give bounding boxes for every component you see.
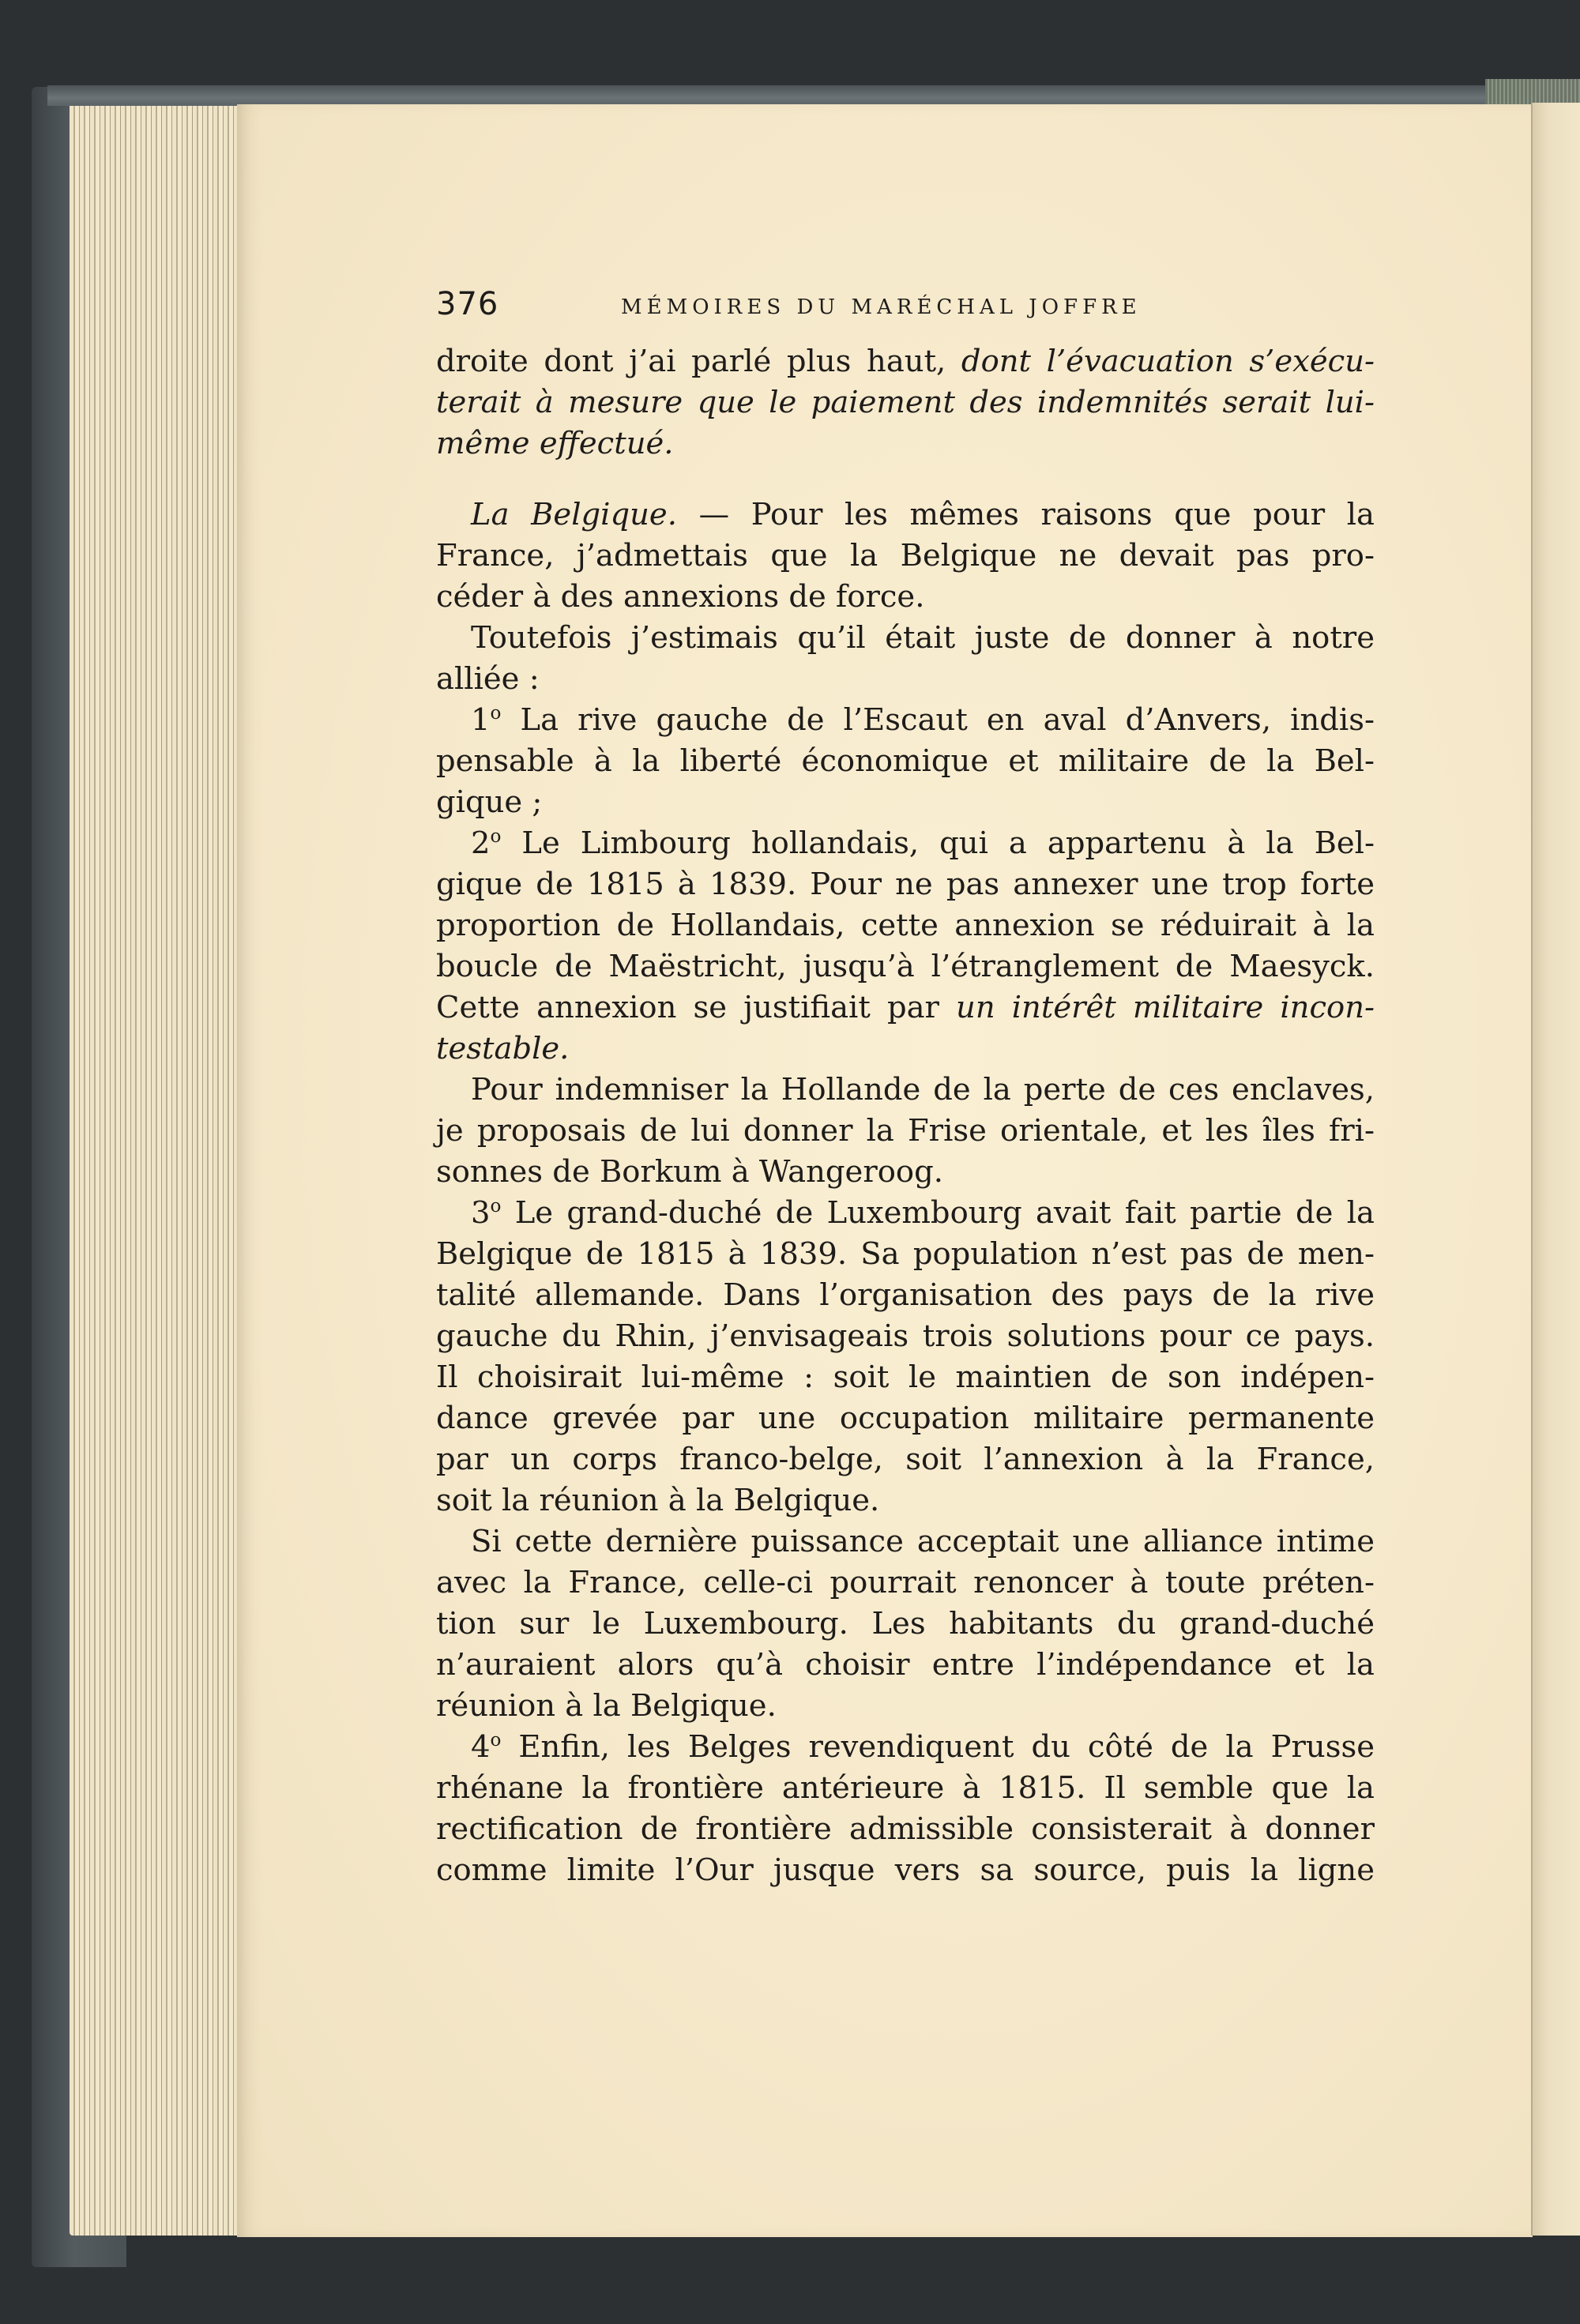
italic-text: même effectué. — [436, 426, 674, 461]
text-line: réunion à la Belgique. — [436, 1688, 777, 1724]
ordinal-superscript: o — [490, 1730, 502, 1751]
text-line: Toutefois j’estimais qu’il était juste de donner à notre — [471, 620, 1375, 656]
text-line: Il choisirait lui-même : soit le maintien de son indépen- — [436, 1359, 1375, 1395]
text-line: comme limite l’Our jusque vers sa source, puis la ligne — [436, 1852, 1375, 1888]
ordinal-superscript: o — [490, 703, 502, 724]
text-line: 2$^o$ Le Limbourg hollandais, qui a appartenu à la Bel- — [471, 825, 1375, 861]
text-line: Belgique de 1815 à 1839. Sa population n’est pas de men- — [436, 1236, 1375, 1272]
text-line: gique de 1815 à 1839. Pour ne pas annexer une trop forte — [436, 867, 1375, 902]
book-page — [237, 104, 1533, 2237]
text-line: La Belgique. — Pour les mêmes raisons que pour la — [471, 497, 1375, 532]
text-line: Si cette dernière puissance acceptait une alliance intime — [471, 1524, 1375, 1559]
text-line: céder à des annexions de force. — [436, 579, 925, 615]
text-line: par un corps franco-belge, soit l’annexion à la France, — [436, 1442, 1375, 1477]
text-line: talité allemande. Dans l’organisation des pays de la rive — [436, 1277, 1375, 1313]
text-line: alliée : — [436, 661, 540, 697]
page-number: 376 — [436, 286, 499, 322]
book-top-edge — [47, 85, 1580, 106]
text-line — [436, 423, 1375, 464]
text-line: Pour indemniser la Hollande de la perte de ces enclaves, — [471, 1072, 1375, 1107]
text-line: Cette annexion se justifiait par un intérêt militaire incon- — [436, 990, 1375, 1025]
text-line: gauche du Rhin, j’envisageais trois solutions pour ce pays. — [436, 1318, 1375, 1354]
italic-text: La Belgique. — [471, 497, 677, 532]
text-block — [436, 286, 1375, 1891]
italic-text: dont l’évacuation s’exécu- — [961, 344, 1375, 379]
text-line: France, j’admettais que la Belgique ne devait pas pro- — [436, 538, 1375, 573]
text-line: proportion de Hollandais, cette annexion se réduirait à la — [436, 908, 1375, 943]
text-line: 3$^o$ Le grand-duché de Luxembourg avait fait partie de la — [471, 1195, 1375, 1231]
text-line: gique ; — [436, 784, 543, 820]
italic-text: testable. — [436, 1031, 570, 1066]
ordinal-superscript: o — [490, 1196, 502, 1217]
text-line: tion sur le Luxembourg. Les habitants du grand-duché — [436, 1606, 1375, 1641]
ordinal-superscript: o — [490, 826, 502, 848]
running-head: MÉMOIRES DU MARÉCHAL JOFFRE — [621, 295, 1142, 319]
paragraph-gap — [436, 464, 1375, 495]
text-line: soit la réunion à la Belgique. — [436, 1483, 880, 1518]
italic-text: un intérêt militaire incon- — [956, 990, 1375, 1025]
text-line: boucle de Maëstricht, jusqu’à l’étranglement de Maesyck. — [436, 949, 1375, 984]
text-line — [436, 1029, 1375, 1070]
text-line: n’auraient alors qu’à choisir entre l’indépendance et la — [436, 1647, 1375, 1683]
text-line: rhénane la frontière antérieure à 1815. Il semble que la — [436, 1770, 1375, 1806]
text-line: 1$^o$ La rive gauche de l’Escaut en aval d’Anvers, indis- — [471, 702, 1375, 738]
body-text — [436, 341, 1375, 1891]
text-line: pensable à la liberté économique et militaire de la Bel- — [436, 743, 1375, 779]
text-line: sonnes de Borkum à Wangeroog. — [436, 1154, 943, 1190]
text-line: je proposais de lui donner la Frise orientale, et les îles fri- — [436, 1113, 1375, 1149]
page-edges — [70, 103, 251, 2236]
text-line: 4$^o$ Enfin, les Belges revendiquent du côté de la Prusse — [471, 1729, 1375, 1765]
text-line: rectification de frontière admissible consisterait à donner — [436, 1811, 1375, 1847]
text-line — [436, 382, 1375, 423]
text-line: droite dont j’ai parlé plus haut, dont l’évacuation s’exécu- — [436, 344, 1375, 379]
facing-page-edge — [1533, 103, 1580, 2236]
text-line: avec la France, celle-ci pourrait renoncer à toute préten- — [436, 1565, 1375, 1600]
page-header — [436, 286, 1375, 341]
text-line: dance grevée par une occupation militaire permanente — [436, 1401, 1375, 1436]
italic-text: terait à mesure que le paiement des indemnités serait lui- — [436, 385, 1375, 420]
